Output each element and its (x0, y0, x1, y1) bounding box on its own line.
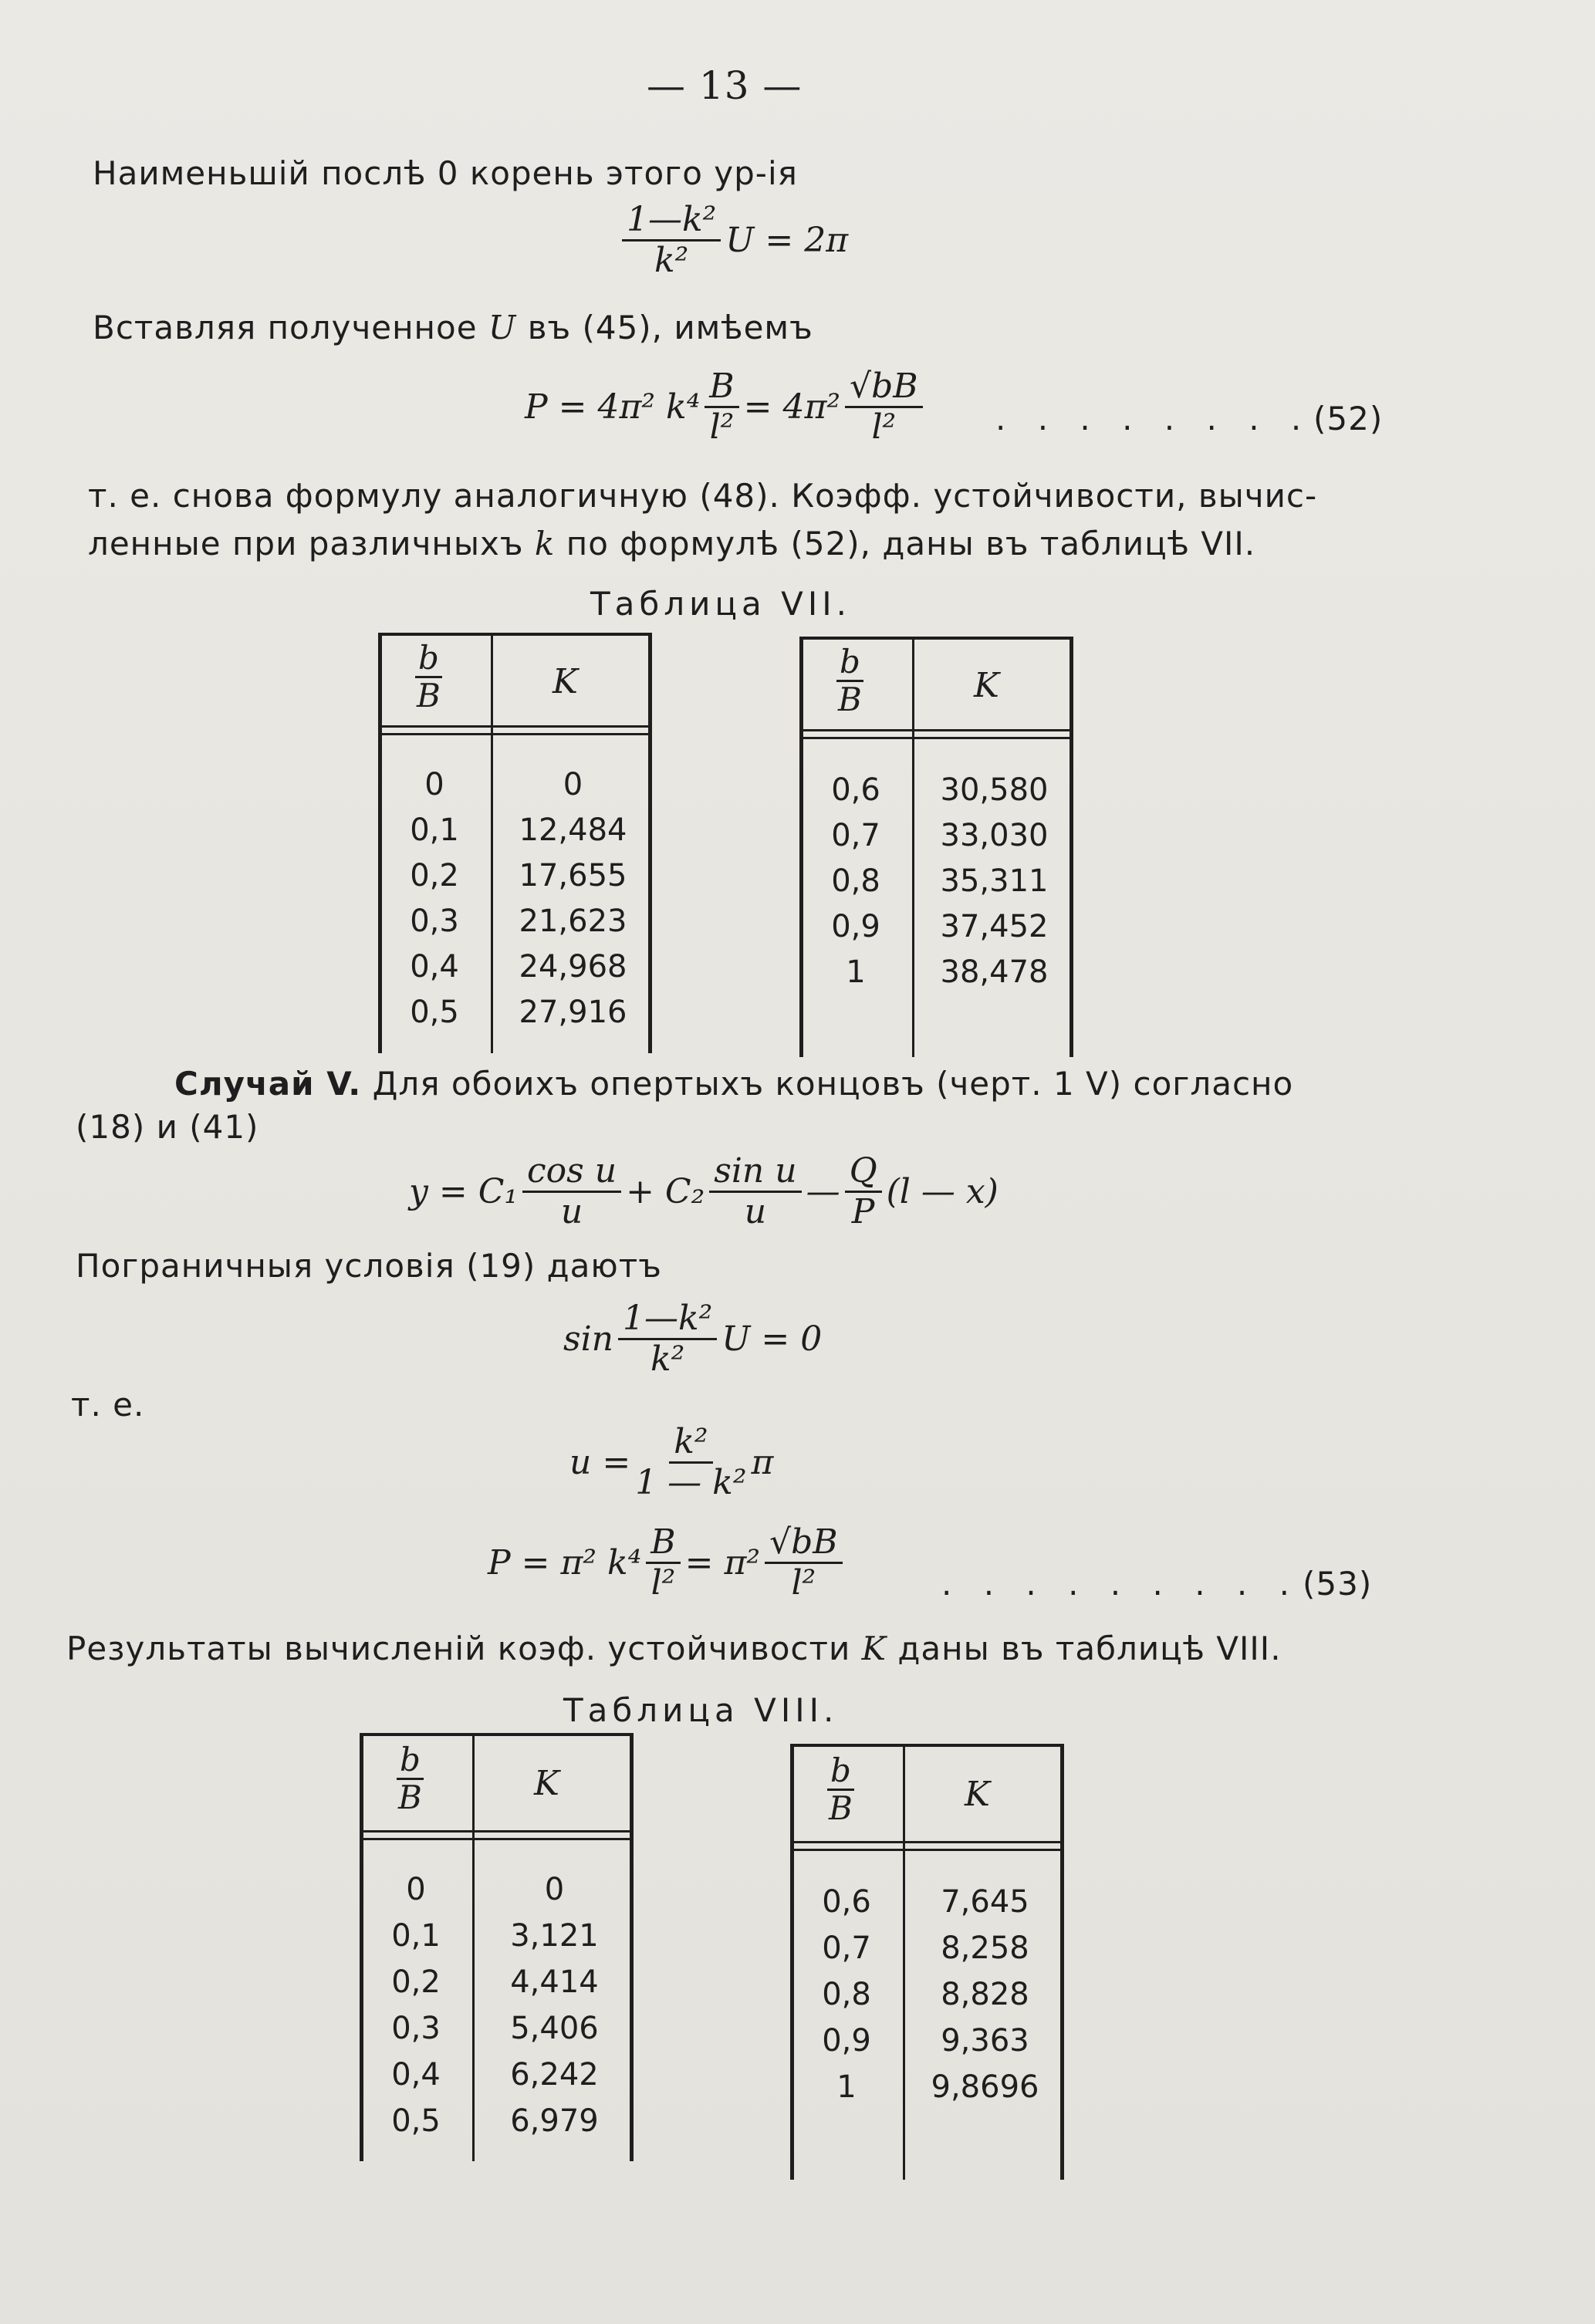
table-cell-b-ratio: 0,2 (391, 1964, 441, 2000)
table-cell-k-value: 7,645 (941, 1884, 1029, 1920)
table-cell-k-value: 5,406 (510, 2011, 599, 2046)
table-cell-b-ratio: 0,6 (822, 1884, 871, 1920)
table-cell-k-value: 0 (544, 1872, 565, 1907)
leader-dots: . . . . . . . . . (941, 1565, 1300, 1603)
table-cell-b-ratio: 0,5 (410, 995, 459, 1030)
paragraph-text: Вставляя полученное U въ (45), имѣемъ (93, 309, 813, 346)
table-cell-k-value: 21,623 (519, 904, 627, 939)
equation-y: y = C₁ $\frac{\text{cos u}}{u}$ + C₂ $\frac{\text{sin u}}{u}$ — $\frac{Q}{P}$ (l — x) (409, 1151, 999, 1232)
table-cell-k-value: 38,478 (940, 954, 1049, 990)
table-cell-b-ratio: 0,4 (410, 949, 459, 985)
table-cell-k-value: 0 (563, 767, 583, 802)
table-viii-right (790, 1744, 1068, 2180)
equation-u: u = $\frac{\text{k²}}{\text{1 — k²}}$ π (569, 1422, 774, 1503)
table-cell-k-value: 8,828 (941, 1977, 1029, 2012)
paragraph-text: Наименьшій послѣ 0 корень этого ур-ія (93, 154, 798, 192)
table-cell-b-ratio: 0,3 (391, 2011, 441, 2046)
table-vii-right (799, 637, 1077, 1057)
table-vii-left (378, 633, 656, 1053)
paragraph-text: Результаты вычисленій коэф. устойчивости K даны въ таблицѣ VIII. (66, 1630, 1282, 1667)
header-K: K (965, 1775, 990, 1814)
paragraph-text: ленные при различныхъ k по формулѣ (52), даны въ таблицѣ VII. (88, 525, 1256, 562)
table-cell-b-ratio: 0,2 (410, 858, 459, 893)
equation-number: (52) (1313, 400, 1384, 437)
equation-53: P = π² k⁴ $\frac{B}{\text{l²}}$ = π² $\frac{√bB}{\text{l²}}$ (488, 1525, 847, 1601)
paragraph-text: т. е. снова формулу аналогичную (48). Коэфф. устойчивости, вычис- (88, 477, 1318, 515)
table-cell-b-ratio: 0 (406, 1872, 426, 1907)
equation-root: $\frac{\text{1—k²}}{\text{k²}}$ U = 2π (617, 202, 848, 279)
table-cell-k-value: 6,242 (510, 2057, 599, 2093)
header-K: K (974, 666, 999, 705)
table-cell-k-value: 12,484 (519, 812, 627, 848)
table-cell-b-ratio: 1 (846, 954, 866, 990)
table-viii-left (360, 1733, 637, 2161)
table-cell-k-value: 8,258 (941, 1930, 1029, 1966)
table-cell-k-value: 9,8696 (931, 2069, 1039, 2105)
table-cell-k-value: 30,580 (940, 772, 1049, 808)
table-cell-b-ratio: 0,8 (822, 1977, 871, 2012)
table-cell-b-ratio: 0,9 (822, 2023, 871, 2059)
page-number: — 13 — (647, 63, 803, 108)
table-cell-b-ratio: 0,1 (410, 812, 459, 848)
leader-dots: . . . . . . . . (995, 400, 1313, 437)
table-cell-b-ratio: 1 (836, 2069, 857, 2105)
paragraph-text: (18) и (41) (76, 1108, 259, 1146)
table-cell-k-value: 33,030 (940, 818, 1049, 853)
equation-sin: sin $\frac{\text{1—k²}}{\text{k²}}$ U = 0 (563, 1299, 823, 1380)
table-cell-b-ratio: 0,7 (831, 818, 880, 853)
header-b-over-B: b B (415, 640, 442, 714)
table-cell-k-value: 4,414 (510, 1964, 599, 2000)
table-caption: Таблица VII. (590, 585, 851, 623)
paragraph-text: т. е. (71, 1386, 145, 1424)
table-cell-b-ratio: 0,4 (391, 2057, 441, 2093)
table-cell-b-ratio: 0,8 (831, 863, 880, 899)
table-cell-k-value: 27,916 (519, 995, 627, 1030)
table-cell-b-ratio: 0,3 (410, 904, 459, 939)
table-cell-k-value: 37,452 (940, 909, 1049, 944)
table-cell-k-value: 6,979 (510, 2103, 599, 2139)
header-K: K (553, 662, 578, 701)
table-cell-k-value: 24,968 (519, 949, 627, 985)
paragraph-text: Случай V. Для обоихъ опертыхъ концовъ (черт. 1 V) согласно (174, 1065, 1294, 1103)
equation-number: (53) (1303, 1565, 1373, 1603)
table-cell-b-ratio: 0,1 (391, 1918, 441, 1954)
table-cell-k-value: 35,311 (940, 863, 1049, 899)
table-caption: Таблица VIII. (563, 1691, 839, 1729)
table-cell-b-ratio: 0 (424, 767, 444, 802)
header-b-over-B: b B (827, 1753, 854, 1826)
table-cell-b-ratio: 0,5 (391, 2103, 441, 2139)
table-cell-b-ratio: 0,9 (831, 909, 880, 944)
table-cell-k-value: 3,121 (510, 1918, 599, 1954)
table-cell-k-value: 9,363 (941, 2023, 1029, 2059)
table-cell-b-ratio: 0,6 (831, 772, 880, 808)
header-K: K (534, 1764, 559, 1803)
table-cell-k-value: 17,655 (519, 858, 627, 893)
equation-52: P = 4π² k⁴ $\frac{B}{\text{l²}}$ = 4π² $\frac{√bB}{\text{l²}}$ (525, 369, 928, 445)
header-b-over-B: b B (397, 1742, 424, 1816)
case-heading: Случай V. (174, 1065, 362, 1103)
table-cell-b-ratio: 0,7 (822, 1930, 871, 1966)
fraction: $\frac{\text{1—k²}}{\text{k²}}$ (622, 202, 721, 279)
paragraph-text: Пограничныя условія (19) даютъ (76, 1247, 662, 1285)
header-b-over-B: b B (836, 644, 863, 718)
